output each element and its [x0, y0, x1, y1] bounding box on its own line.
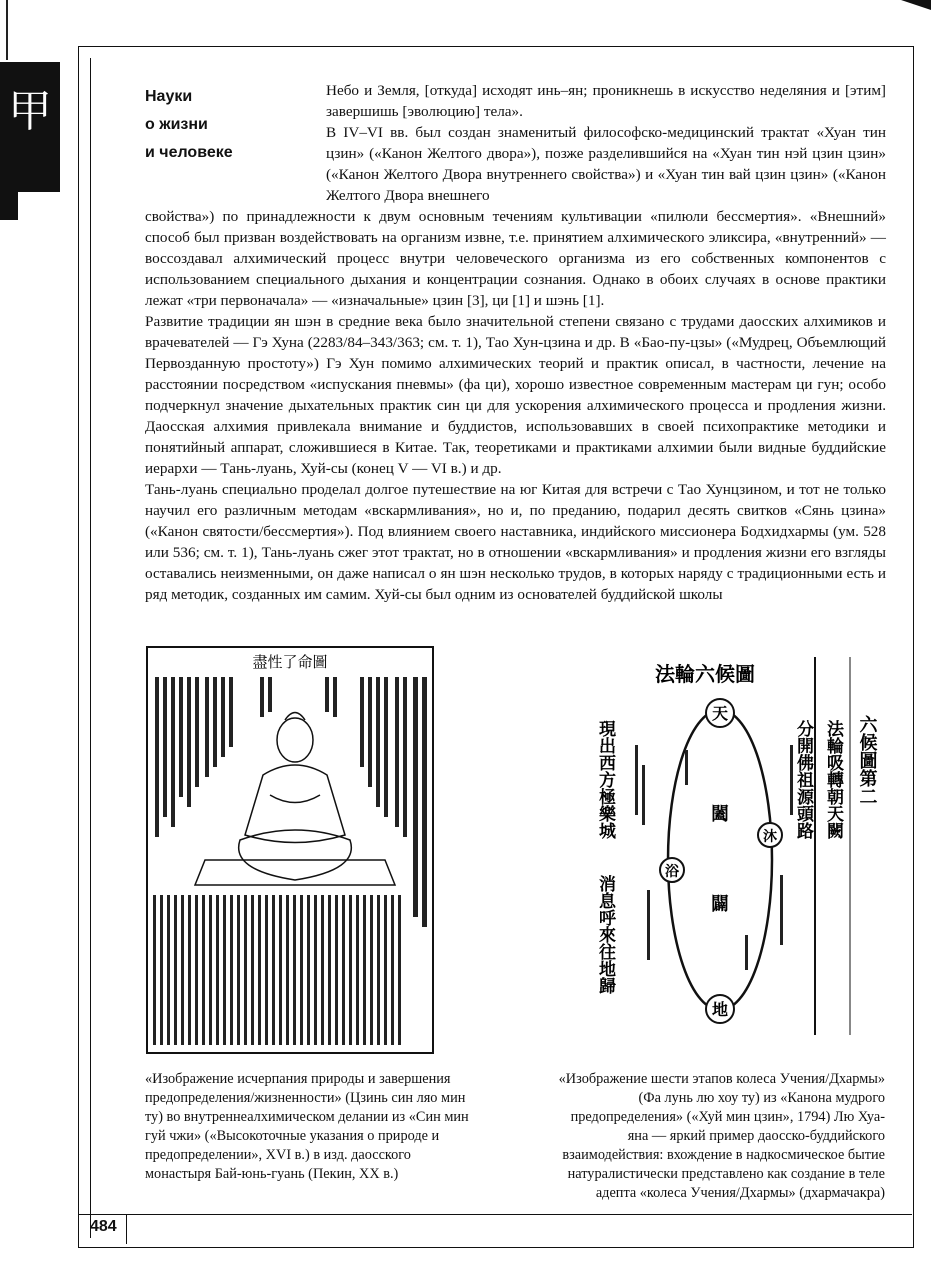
section-heading [145, 83, 233, 167]
intro-paragraph-2: В IV–VI вв. был создан знаменитый философско-медицинский трактат «Хуан тин цзин» («Канон Желтого двора»), позже разделившийся на «Хуан тин нэй цзин цзин» («Канон Желтого Двора внутреннего свойства») и «Хуан тин вай цзин цзин» («Канон Желтого Двора внешнего [326, 124, 886, 204]
section-heading-line3: и человеке [145, 144, 233, 161]
footer-rule [78, 1214, 912, 1215]
figure-dharma-wheel-drawing [575, 655, 885, 1045]
fig1-title: 盡性了命圖 [252, 653, 328, 671]
section-heading-line2: о жизни [145, 116, 208, 133]
fig2-left-column-2: 消息呼來往地歸 [595, 875, 615, 994]
chapter-glyph: 甲 [8, 86, 52, 137]
fig2-title: 法輪六候圖 [655, 662, 755, 686]
body-paragraph-2: Развитие традиции ян шэн в средние века было значительной степени связано с трудами даосских алхимиков и врачевателей — Гэ Хуна (2283/84–343/363; см. т. 1), Тао Хун-цзина и др. В «Бао-пу-цзы» («Мудрец, Объемлющий Первозданную простоту») Гэ Хун помимо алхимических теорий и практик описал, в частности, лечение на расстоянии посредством «испускания пневмы» (фа ци), хорошо известное современным мастерам ци гун; особо подчеркнул значение дыхательных практик син ци для ускорения алхимического процесса и продления жизни. Даосская алхимия привлекала внимание и буддистов, использовавших в своей психопрактике методики и понятийный аппарат, сложившиеся в Китае. Так, теоретиками и практиками алхимии были видные буддийские иерархи — Тань-луань, Хуй-сы (конец V — VI в.) и др. [145, 313, 886, 477]
body-paragraph-1: свойства») по принадлежности к двум основным течениям культивации «пилюли бессмертия». «Внешний» способ был призван воздействовать на организм извне, т.е. принятием алхимического эликсира, «внутренний» — воссоздавал алхимический процесс внутри человеческого организма из его собственных компонентов с использованием специального дыхания и концентрации сознания. Однако в обоих случаях в основе практики лежат «три первоначала» — «изначальные» цзин [3], ци [1] и шэнь [1]. [145, 208, 886, 309]
figure-seated-adept-drawing [145, 645, 435, 1055]
chapter-tab [0, 62, 60, 192]
fig2-center-top: 闔 [711, 804, 729, 825]
intro-text [326, 80, 886, 206]
intro-paragraph-1: Небо и Земля, [откуда] исходят инь–ян; проникнешь в искусство неделяния и [этим] завершишь [эволюцию] тела». [326, 82, 886, 120]
figure-seated-adept [145, 645, 435, 1055]
fig2-heaven: 天 [711, 704, 729, 723]
left-edge-line [6, 0, 8, 60]
fig2-left-column-1: 現出西方極樂城 [595, 720, 615, 839]
fig2-yu: 浴 [665, 864, 679, 880]
fig2-mu: 沐 [763, 829, 777, 845]
figure-caption-left: «Изображение исчерпания природы и завершения предопределения/жизненности» (Цзинь син ляо мин ту) во внутреннеалхимическом делании из «Син мин гуй чжи» («Высокоточные указания о природе и предопределении», XVI в.) в изд. даосского монастыря Бай-юнь-гуань (Пекин, XX в.) [145, 1071, 469, 1182]
chapter-tab-strip [0, 190, 18, 220]
fig2-side-title: 六候圖第二 [856, 715, 878, 805]
figure-dharma-wheel [575, 655, 885, 1045]
body-paragraph-3: Тань-луань специально проделал долгое путешествие на юг Китая для встречи с Тао Хунцзином, и тот не только научил его различным методам «вскармливания», но и, по преданию, подарил десять свитков «Сянь цзина» («Канон святости/бессмертия»). Под влиянием своего наставника, индийского миссионера Бодхидхармы (ум. 528 или 536; см. т. 1), Тань-луань сжег этот трактат, но в отношении «вскармливания» и продления жизни его взгляды оставались неизменными, он даже написал о ян шэн несколько трудов, в которых наряду с традиционными есть и ряд методик, созданных им самим. Хуй-сы был одним из основателей буддийской школы [145, 481, 886, 603]
fig2-center-bottom: 闢 [711, 894, 729, 915]
page-number: 484 [90, 1218, 117, 1235]
corner-arrow-icon [901, 0, 931, 10]
body-text [145, 206, 886, 605]
fig2-right-column-2: 法輪吸轉朝天闕 [823, 720, 843, 839]
fig2-right-column-1: 分開佛祖源頭路 [793, 720, 813, 839]
fig2-earth: 地 [711, 1000, 729, 1019]
figure-caption-right: «Изображение шести этапов колеса Учения/Дхармы» (Фа лунь лю хоу ту) из «Канона мудрого предопределения» («Хуй мин цзин», 1794) Лю Хуа-яна — яркий пример даосско-буддийского взаимодействия: вхождение в надкосмическое бытие натуралистически представлено как создание в теле адепта «колеса Учения/Дхармы» (дхармачакра) [558, 1071, 885, 1201]
section-heading-line1: Науки [145, 88, 193, 105]
